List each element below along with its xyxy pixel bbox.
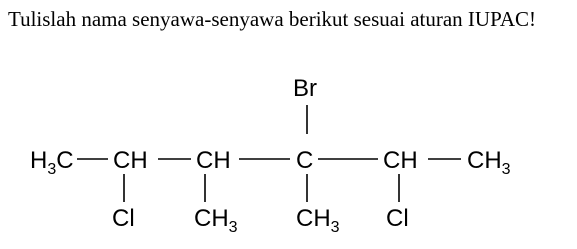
question-text: Tulislah nama senyawa-senyawa berikut sesuai aturan IUPAC! — [8, 7, 537, 31]
substituent-bromine: Br — [293, 75, 317, 102]
substituent-chlorine-c5: Cl — [386, 205, 409, 232]
chain-atom-c4: C — [296, 147, 314, 174]
chain-atom-c2: CH — [113, 147, 148, 174]
substituent-methyl-c3: $CH_3$ — [194, 205, 238, 236]
chain-atom-c6: $CH_3$ — [467, 147, 511, 178]
chain-atom-c3: CH — [196, 147, 231, 174]
substituent-chlorine-c2: Cl — [112, 205, 135, 232]
substituent-methyl-c4: $CH_3$ — [296, 205, 340, 236]
chain-atom-c5: CH — [383, 147, 418, 174]
chain-atom-c1: $H_3C$ — [30, 147, 74, 178]
